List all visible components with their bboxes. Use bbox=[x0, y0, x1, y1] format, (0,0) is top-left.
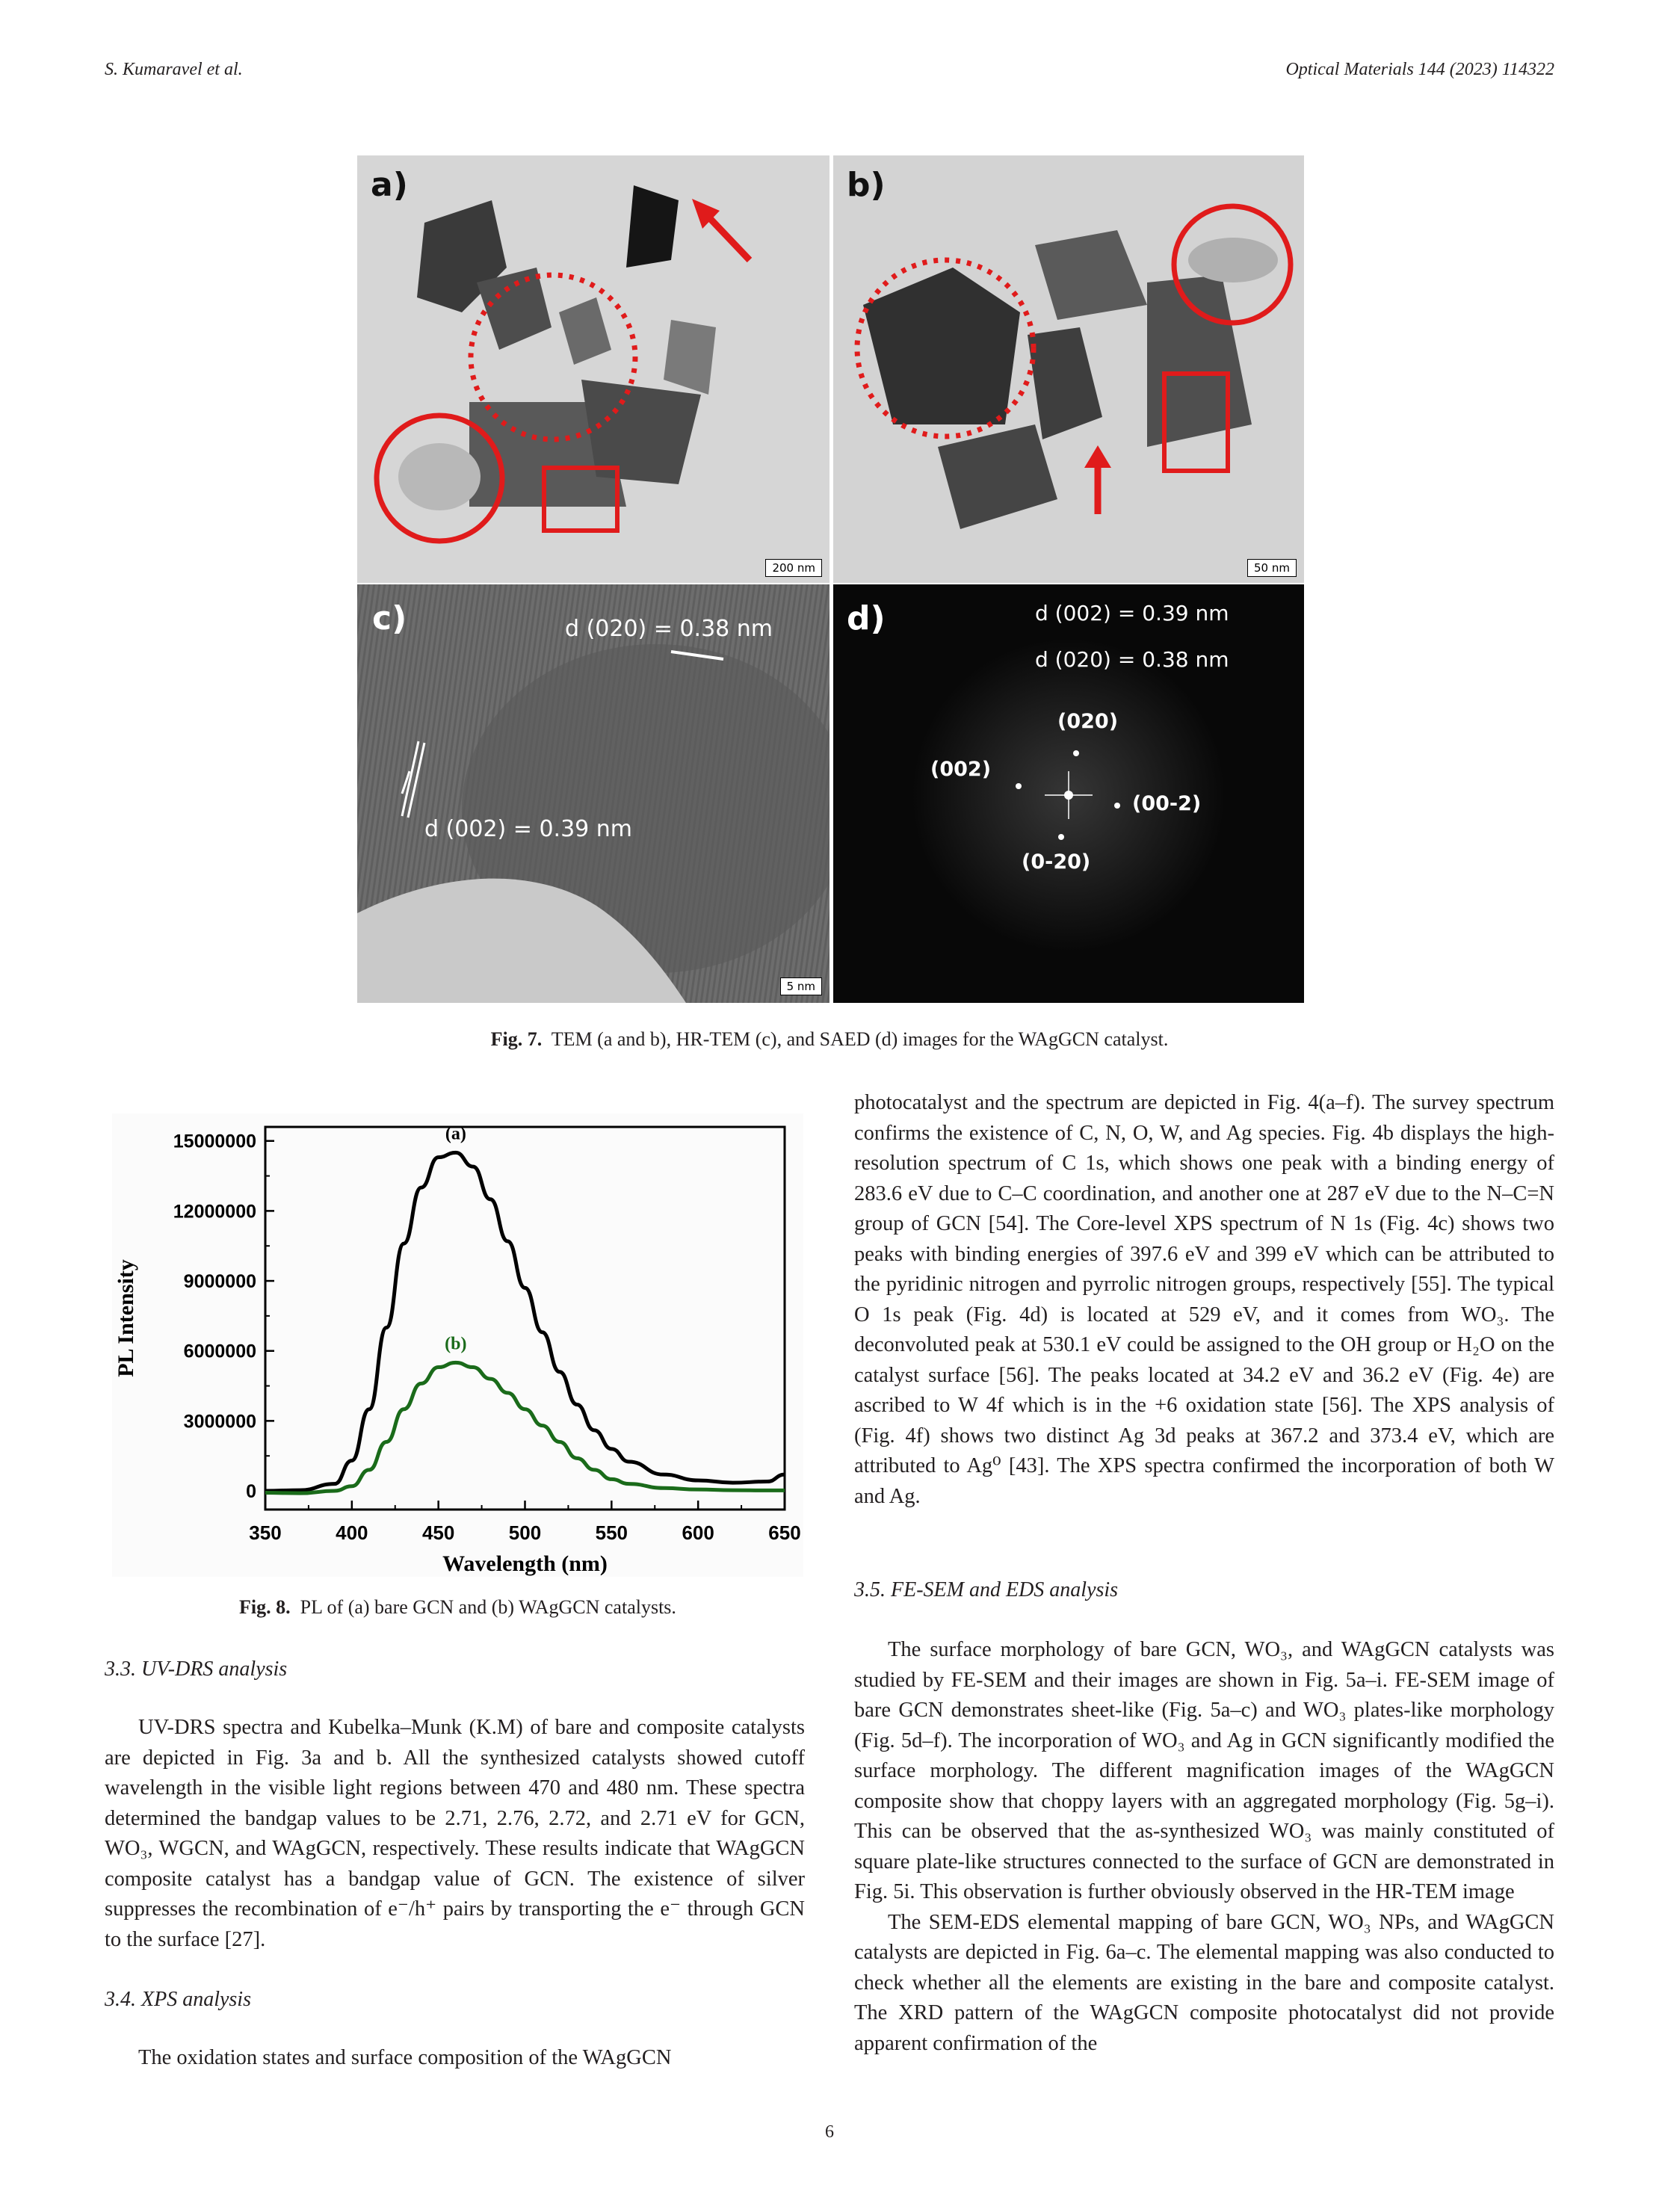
right-column-paragraph-1 bbox=[854, 1088, 1554, 1512]
tem-panel-b bbox=[833, 155, 1304, 583]
x-tick-label: 500 bbox=[508, 1521, 542, 1544]
spot-label-00-2: (00-2) bbox=[1132, 792, 1202, 815]
x-tick-label: 450 bbox=[421, 1521, 455, 1544]
figure-7-caption-text: TEM (a and b), HR-TEM (c), and SAED (d) images for the WAgGCN catalyst. bbox=[551, 1028, 1169, 1050]
series-label-b: (b) bbox=[445, 1334, 467, 1354]
plot-frame bbox=[265, 1127, 785, 1510]
x-tick-label: 550 bbox=[595, 1521, 628, 1544]
y-tick-label: 15000000 bbox=[173, 1131, 256, 1152]
d-spacing-line-1: d (002) = 0.39 nm bbox=[1035, 601, 1229, 625]
spot-label-002: (002) bbox=[930, 758, 992, 781]
uv-drs-paragraph: UV-DRS spectra and Kubelka–Munk (K.M) of bare and composite catalysts are depicted in Fig. 3a and b. All the synthesized catalysts showed cutoff wavelength in the visible light regions between 470 and 480 nm. These spectra determined the bandgap values to be 2.71, 2.76, 2.72, and 2.71 eV for GCN, WO₃, WGCN, and WAgGCN, respectively. These results indicate that WAgGCN composite catalyst has a bandgap value of GCN. The existence of silver suppresses the recombination of e⁻/h⁺ pairs by transporting the e⁻ through GCN to the surface [27]. bbox=[105, 1716, 805, 1951]
d-spacing-020-annotation: d (020) = 0.38 nm bbox=[565, 616, 773, 642]
section-heading-3-5: 3.5. FE-SEM and EDS analysis bbox=[854, 1578, 1119, 1601]
panel-label-b: b) bbox=[847, 166, 886, 204]
x-tick-label: 400 bbox=[336, 1521, 368, 1544]
y-tick-label: 6000000 bbox=[183, 1341, 256, 1362]
xps-intro-paragraph: The oxidation states and surface composition of the WAgGCN bbox=[138, 2046, 672, 2069]
x-tick-label: 650 bbox=[768, 1521, 801, 1544]
figure-8-caption-label: Fig. 8. bbox=[239, 1596, 291, 1618]
scale-bar-b: 50 nm bbox=[1247, 559, 1297, 577]
figure-8-caption bbox=[112, 1596, 803, 1619]
pl-chart-svg bbox=[112, 1113, 803, 1577]
d-spacing-line-2: d (020) = 0.38 nm bbox=[1035, 647, 1229, 672]
left-column-paragraph-2 bbox=[105, 2043, 805, 2074]
y-tick-label: 0 bbox=[246, 1481, 256, 1503]
section-heading-3-3: 3.3. UV-DRS analysis bbox=[105, 1658, 288, 1681]
x-tick-label: 600 bbox=[682, 1521, 714, 1544]
panel-label-c: c) bbox=[372, 599, 407, 637]
section-heading-3-4: 3.4. XPS analysis bbox=[105, 1988, 251, 2011]
running-header-journal: Optical Materials 144 (2023) 114322 bbox=[1285, 60, 1554, 79]
figure-8-chart bbox=[112, 1113, 803, 1577]
panel-label-a: a) bbox=[371, 166, 408, 204]
tem-panel-a bbox=[357, 155, 830, 583]
series-label-a: (a) bbox=[445, 1124, 466, 1144]
hrtem-panel-c bbox=[357, 584, 830, 1003]
panel-label-d: d) bbox=[847, 599, 886, 637]
page-number: 6 bbox=[825, 2122, 834, 2142]
scale-bar-c: 5 nm bbox=[780, 977, 822, 995]
y-tick-label: 3000000 bbox=[183, 1411, 256, 1433]
xps-paragraph-continued: photocatalyst and the spectrum are depicted in Fig. 4(a–f). The survey spectrum confirms the existence of C, N, O, W, and Ag species. Fig. 4b displays the high-resolution spectrum of C 1s, which shows one peak with a binding energy of 283.6 eV due to C–C coordination, and another one at 287 eV due to the N–C=N group of GCN [54]. The Core-level XPS spectrum of N 1s (Fig. 4c) shows two peaks with binding energies of 397.6 eV and 399 eV which can be attributed to the pyridinic nitrogen and pyrrolic nitrogen groups, respectively [55]. The typical O 1s peak (Fig. 4d) is located at 529 eV, and it comes from WO₃. The deconvoluted peak at 530.1 eV could be assigned to the OH group or H₂O on the catalyst surface [56]. The peaks located at 34.2 eV and 36.2 eV (Fig. 4e) are ascribed to W 4f which is in the +6 oxidation state [56]. The XPS analysis of (Fig. 4f) shows two distinct Ag 3d peaks at 367.2 and 373.4 eV, which are attributed to Ag⁰ [43]. The XPS spectra confirmed the incorporation of both W and Ag. bbox=[854, 1091, 1554, 1508]
left-column-paragraph-1 bbox=[105, 1713, 805, 1955]
tem-image-b bbox=[833, 155, 1304, 583]
x-axis-label: Wavelength (nm) bbox=[442, 1551, 608, 1576]
series-line-a bbox=[265, 1152, 785, 1491]
hrtem-image-c bbox=[357, 584, 830, 1003]
figure-7-caption bbox=[0, 1028, 1659, 1051]
saed-panel-d bbox=[833, 584, 1304, 1003]
y-tick-label: 12000000 bbox=[173, 1201, 256, 1223]
running-header-authors: S. Kumaravel et al. bbox=[105, 60, 243, 79]
d-spacing-002-annotation: d (002) = 0.39 nm bbox=[424, 816, 633, 842]
figure-7-caption-label: Fig. 7. bbox=[490, 1028, 543, 1050]
right-column-paragraph-2 bbox=[854, 1635, 1554, 2059]
fe-sem-paragraph: The surface morphology of bare GCN, WO₃, and WAgGCN catalysts was studied by FE-SEM and their images are shown in Fig. 5a–i. FE-SEM image of bare GCN demonstrates sheet-like (Fig. 5a–c) and WO₃ plates-like morphology (Fig. 5d–f). The incorporation of WO₃ and Ag in GCN significantly modified the surface morphology. The different magnification images of the WAgGCN composite show that choppy layers with an aggregated morphology (Fig. 5g–i). This can be observed that the as-synthesized WO₃ was mainly constituted of square plate-like structures connected to the surface of GCN are demonstrated in Fig. 5i. This observation is further obviously observed in the HR-TEM image bbox=[854, 1638, 1554, 1903]
x-tick-label: 350 bbox=[249, 1521, 282, 1544]
figure-8-caption-text: PL of (a) bare GCN and (b) WAgGCN catalysts. bbox=[300, 1596, 676, 1618]
y-axis-label: PL Intensity bbox=[114, 1259, 138, 1377]
spot-label-0-20: (0-20) bbox=[1022, 850, 1091, 874]
tem-image-a bbox=[357, 155, 830, 583]
spot-label-020: (020) bbox=[1057, 710, 1119, 733]
y-tick-label: 9000000 bbox=[183, 1271, 256, 1293]
sem-eds-paragraph: The SEM-EDS elemental mapping of bare GCN, WO₃ NPs, and WAgGCN catalysts are depicted in Fig. 6a–c. The elemental mapping was also conducted to check whether all the elements are existing in the bare and composite catalyst. The XRD pattern of the WAgGCN composite photocatalyst did not provide apparent confirmation of the bbox=[854, 1910, 1554, 2055]
scale-bar-a: 200 nm bbox=[765, 559, 822, 577]
